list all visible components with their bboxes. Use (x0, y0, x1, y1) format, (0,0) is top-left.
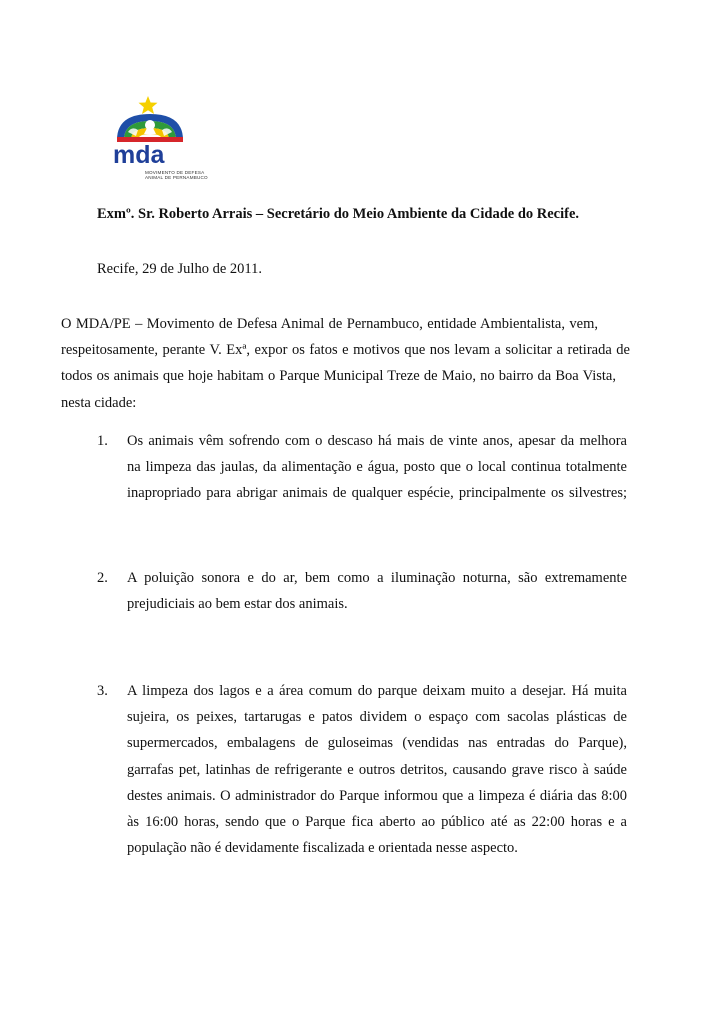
list-item-number: 3. (97, 683, 108, 699)
salutation: Exmº. Sr. Roberto Arrais – Secretário do Meio Ambiente da Cidade do Recife. (97, 206, 580, 222)
list-item-line: Os animais vêm sofrendo com o descaso há mais de vinte anos, apesar da melhora (127, 433, 627, 449)
list-item-line: na limpeza das jaulas, da alimentação e água, posto que o local continua totalmente (127, 459, 627, 476)
list-item-line: prejudiciais ao bem estar dos animais. (127, 596, 348, 613)
list-item-body (127, 565, 627, 617)
list-item-body (127, 678, 627, 861)
list-item-body (127, 428, 627, 507)
list-item-line: A limpeza dos lagos e a área comum do parque deixam muito a desejar. Há muita (127, 683, 627, 699)
logo-caption-line-2: ANIMAL DE PERNAMBUCO (145, 175, 208, 181)
list-item-line: inapropriado para abrigar animais de qualquer espécie, principalmente os silvestres; (127, 485, 627, 502)
list-item-line: destes animais. O administrador do Parque informou que a limpeza é diária das 8:00 (127, 787, 627, 804)
list-item-line: garrafas pet, latinhas de refrigerante e outros detritos, causando grave risco à saúde (127, 761, 627, 778)
star-icon (139, 96, 158, 114)
intro-line: O MDA/PE – Movimento de Defesa Animal de Pernambuco, entidade Ambientalista, vem, (61, 316, 598, 332)
intro-paragraph (61, 311, 630, 416)
intro-line: nesta cidade: (61, 394, 137, 411)
list-item-line: A poluição sonora e do ar, bem como a iluminação noturna, são extremamente (127, 570, 627, 586)
logo-caption-line-1: MOVIMENTO DE DEFESA (145, 170, 205, 175)
list-item-line: supermercados, embalagens de guloseimas (vendidas nas entradas do Parque), (127, 735, 627, 752)
intro-line: respeitosamente, perante V. Exª, expor os fatos e motivos que nos levam a solicitar a retirada de (61, 342, 630, 359)
logo-wordmark: mda (113, 141, 165, 169)
intro-line: todos os animais que hoje habitam o Parque Municipal Treze de Maio, no bairro da Boa Vista, (61, 368, 616, 385)
dateline: Recife, 29 de Julho de 2011. (97, 261, 262, 277)
logo-caption (145, 170, 208, 181)
list-item-number: 1. (97, 433, 108, 449)
list-item-line: às 16:00 horas, sendo que o Parque fica aberto ao público até as 22:00 horas e a (127, 814, 627, 831)
list-item-line: população não é devidamente fiscalizada e orientada nesse aspecto. (127, 840, 518, 857)
list-item-line: sujeira, os peixes, tartarugas e patos dividem o espaço com sacolas plásticas de (127, 709, 627, 726)
list-item-number: 2. (97, 570, 108, 586)
